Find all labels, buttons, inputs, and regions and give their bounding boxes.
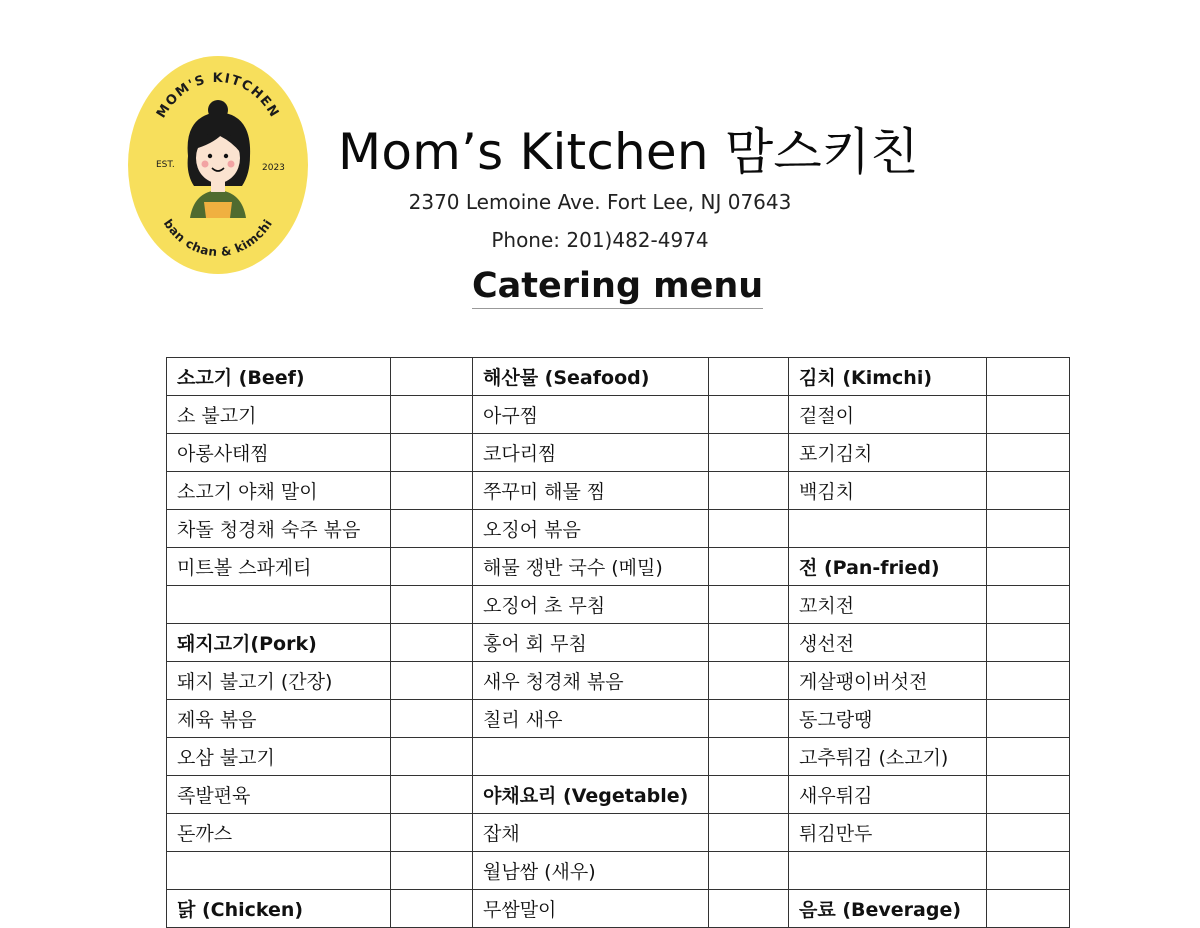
menu-item-cell: 새우튀김: [789, 776, 987, 814]
menu-blank-cell: [709, 434, 789, 472]
table-row: [167, 776, 1070, 814]
menu-item-cell: 오징어 초 무침: [473, 586, 709, 624]
menu-item-cell: 오삼 불고기: [167, 738, 391, 776]
menu-item-cell: 꼬치전: [789, 586, 987, 624]
table-row: [167, 700, 1070, 738]
menu-item-cell: 겉절이: [789, 396, 987, 434]
logo-est-label: EST.: [156, 160, 175, 170]
table-row: [167, 814, 1070, 852]
table-row: [167, 662, 1070, 700]
menu-blank-cell: [391, 510, 473, 548]
menu-blank-cell: [391, 776, 473, 814]
menu-blank-cell: [391, 814, 473, 852]
menu-blank-cell: [391, 358, 473, 396]
menu-item-cell: 소 불고기: [167, 396, 391, 434]
menu-blank-cell: [709, 852, 789, 890]
menu-blank-cell: [709, 738, 789, 776]
menu-item-cell: 미트볼 스파게티: [167, 548, 391, 586]
menu-category-cell: 전 (Pan-fried): [789, 548, 987, 586]
menu-item-cell: 오징어 볶음: [473, 510, 709, 548]
menu-item-cell: 홍어 회 무침: [473, 624, 709, 662]
menu-item-cell: 제육 볶음: [167, 700, 391, 738]
menu-blank-cell: [709, 358, 789, 396]
menu-category-cell: 돼지고기(Pork): [167, 624, 391, 662]
table-row: [167, 586, 1070, 624]
table-row: [167, 510, 1070, 548]
menu-blank-cell: [709, 776, 789, 814]
menu-blank-cell: [987, 852, 1070, 890]
table-row: [167, 738, 1070, 776]
menu-blank-cell: [987, 814, 1070, 852]
menu-item-cell: 백김치: [789, 472, 987, 510]
menu-blank-cell: [987, 738, 1070, 776]
menu-blank-cell: [391, 890, 473, 928]
menu-item-cell: 월남쌈 (새우): [473, 852, 709, 890]
menu-blank-cell: [987, 624, 1070, 662]
menu-blank-cell: [391, 548, 473, 586]
menu-blank-cell: [391, 434, 473, 472]
table-row: [167, 890, 1070, 928]
menu-item-cell: 게살팽이버섯전: [789, 662, 987, 700]
table-row: [167, 434, 1070, 472]
menu-category-cell: 김치 (Kimchi): [789, 358, 987, 396]
table-row: [167, 472, 1070, 510]
menu-blank-cell: [709, 624, 789, 662]
menu-item-cell: 무쌈말이: [473, 890, 709, 928]
menu-blank-cell: [709, 396, 789, 434]
restaurant-phone: Phone: 201)482-4974: [491, 228, 709, 252]
menu-blank-cell: [391, 396, 473, 434]
menu-item-cell: [167, 852, 391, 890]
catering-menu-heading: Catering menu: [472, 266, 763, 309]
table-row: [167, 624, 1070, 662]
menu-category-cell: 해산물 (Seafood): [473, 358, 709, 396]
menu-item-cell: 새우 청경채 볶음: [473, 662, 709, 700]
menu-blank-cell: [987, 586, 1070, 624]
menu-blank-cell: [987, 548, 1070, 586]
table-row: [167, 358, 1070, 396]
menu-item-cell: 해물 쟁반 국수 (메밀): [473, 548, 709, 586]
menu-category-cell: 소고기 (Beef): [167, 358, 391, 396]
menu-blank-cell: [709, 890, 789, 928]
page-title: Mom’s Kitchen 맘스키친: [338, 123, 919, 181]
restaurant-address: 2370 Lemoine Ave. Fort Lee, NJ 07643: [408, 190, 792, 214]
moms-kitchen-logo: [128, 56, 308, 274]
menu-item-cell: 고추튀김 (소고기): [789, 738, 987, 776]
logo-bottom-text: ban chan & kimchi: [160, 216, 276, 260]
menu-blank-cell: [391, 624, 473, 662]
menu-blank-cell: [391, 738, 473, 776]
table-row: [167, 852, 1070, 890]
menu-item-cell: 돈까스: [167, 814, 391, 852]
menu-item-cell: 소고기 야채 말이: [167, 472, 391, 510]
menu-blank-cell: [987, 662, 1070, 700]
menu-blank-cell: [987, 434, 1070, 472]
menu-item-cell: 차돌 청경채 숙주 볶음: [167, 510, 391, 548]
menu-item-cell: 코다리찜: [473, 434, 709, 472]
menu-category-cell: 야채요리 (Vegetable): [473, 776, 709, 814]
menu-item-cell: 잡채: [473, 814, 709, 852]
catering-menu-table: [166, 357, 1070, 928]
menu-blank-cell: [391, 852, 473, 890]
menu-blank-cell: [987, 890, 1070, 928]
menu-blank-cell: [391, 662, 473, 700]
menu-blank-cell: [709, 662, 789, 700]
table-row: [167, 396, 1070, 434]
menu-blank-cell: [391, 472, 473, 510]
menu-blank-cell: [709, 472, 789, 510]
menu-item-cell: 생선전: [789, 624, 987, 662]
menu-blank-cell: [987, 776, 1070, 814]
menu-blank-cell: [391, 586, 473, 624]
menu-item-cell: 쭈꾸미 해물 찜: [473, 472, 709, 510]
menu-item-cell: 족발편육: [167, 776, 391, 814]
logo-arc-text: MOM'S KITCHEN: [153, 70, 283, 121]
menu-blank-cell: [709, 510, 789, 548]
menu-item-cell: 포기김치: [789, 434, 987, 472]
menu-item-cell: 돼지 불고기 (간장): [167, 662, 391, 700]
menu-blank-cell: [987, 358, 1070, 396]
menu-item-cell: 동그랑땡: [789, 700, 987, 738]
menu-blank-cell: [987, 472, 1070, 510]
menu-blank-cell: [709, 700, 789, 738]
menu-item-cell: [167, 586, 391, 624]
menu-category-cell: 닭 (Chicken): [167, 890, 391, 928]
menu-item-cell: [789, 510, 987, 548]
menu-item-cell: 튀김만두: [789, 814, 987, 852]
menu-item-cell: 아구찜: [473, 396, 709, 434]
table-row: [167, 548, 1070, 586]
menu-item-cell: 칠리 새우: [473, 700, 709, 738]
logo-est-year: 2023: [262, 163, 285, 173]
menu-item-cell: 아롱사태찜: [167, 434, 391, 472]
menu-blank-cell: [709, 814, 789, 852]
menu-blank-cell: [709, 548, 789, 586]
menu-blank-cell: [391, 700, 473, 738]
menu-blank-cell: [987, 510, 1070, 548]
menu-blank-cell: [987, 700, 1070, 738]
menu-blank-cell: [987, 396, 1070, 434]
menu-item-cell: [789, 852, 987, 890]
menu-blank-cell: [709, 586, 789, 624]
menu-category-cell: 음료 (Beverage): [789, 890, 987, 928]
menu-item-cell: [473, 738, 709, 776]
